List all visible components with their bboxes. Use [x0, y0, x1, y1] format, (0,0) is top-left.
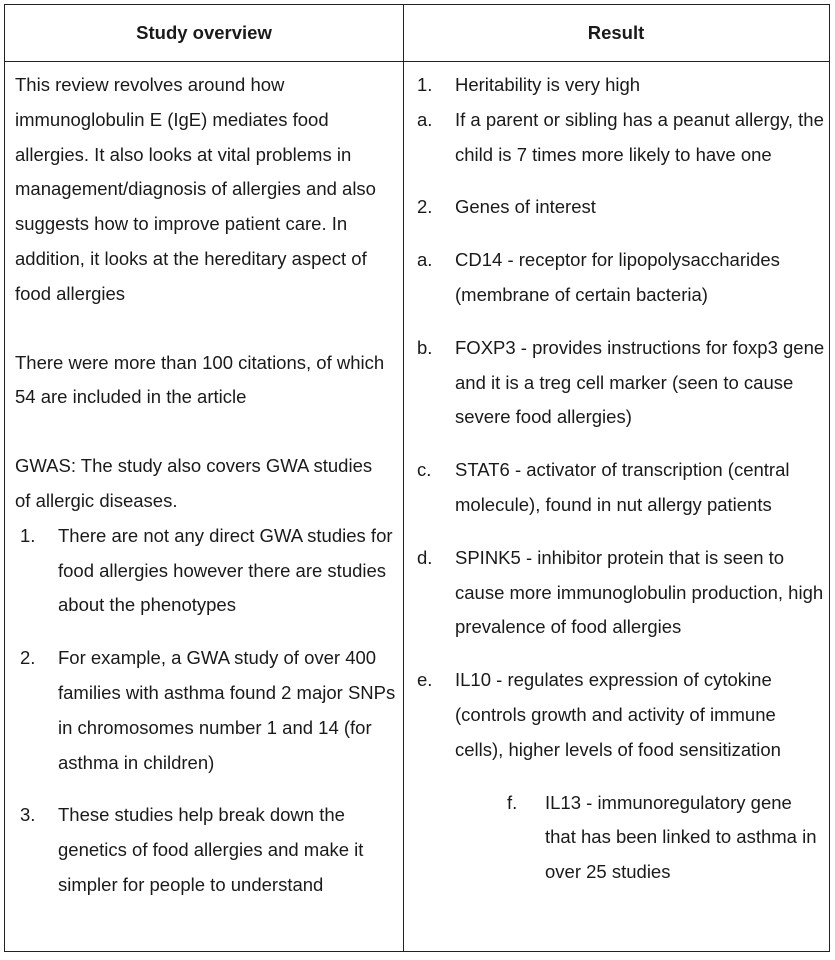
gwas-line: GWAS: The study also covers GWA studies	[15, 455, 373, 477]
study-table	[4, 4, 830, 952]
list-line: For example, a GWA study of over 400	[58, 647, 377, 669]
header-divider	[5, 61, 829, 62]
gene-item	[417, 331, 825, 435]
list-number: 1.	[417, 74, 433, 95]
result-text: Genes of interest	[455, 196, 596, 218]
list-line: genetics of food allergies and make it	[58, 839, 364, 861]
gene-item	[417, 453, 825, 523]
gwas-list-item	[15, 641, 403, 780]
citations-line: 54 are included in the article	[15, 386, 247, 408]
spacer	[417, 313, 825, 331]
list-letter: b.	[417, 336, 433, 358]
overview-line: suggests how to improve patient care. In	[15, 213, 348, 235]
result-text: If a parent or sibling has a peanut allergy, the child is 7 times more likely to have one	[455, 108, 824, 165]
list-line: These studies help break down the	[58, 804, 345, 826]
gene-text: IL13 - immunoregulatory gene that has been linked to asthma in over 25 studies	[545, 791, 817, 883]
overview-line: management/diagnosis of allergies and also	[15, 178, 376, 200]
result-item	[417, 68, 825, 103]
list-number: 1.	[20, 524, 36, 546]
overview-line: allergies. It also looks at vital problems in	[15, 143, 352, 165]
result-item	[417, 190, 825, 225]
list-letter: e.	[417, 669, 433, 691]
gwas-paragraph	[15, 449, 403, 519]
spacer	[417, 435, 825, 453]
list-line: families with asthma found 2 major SNPs	[58, 681, 396, 703]
spacer	[417, 523, 825, 541]
spacer	[417, 172, 825, 190]
overview-line: immunoglobulin E (IgE) mediates food	[15, 108, 329, 130]
list-line: about the phenotypes	[58, 594, 236, 616]
column-divider	[403, 5, 404, 951]
overview-line: addition, it looks at the hereditary aspect of	[15, 247, 367, 269]
gene-item	[417, 243, 825, 313]
spacer	[15, 780, 403, 798]
gwas-list-item	[15, 798, 403, 902]
gene-text: CD14 - receptor for lipopolysaccharides (membrane of certain bacteria)	[455, 249, 780, 305]
spacer	[15, 312, 403, 346]
gene-text: IL10 - regulates expression of cytokine (controls growth and activity of immune cells), higher levels of food sensitization	[455, 669, 781, 760]
list-line: in chromosomes number 1 and 14 (for	[58, 716, 372, 738]
overview-line: This review revolves around how	[15, 74, 285, 95]
gene-item	[417, 663, 825, 767]
list-line: asthma in children)	[58, 751, 215, 773]
header-result: Result	[587, 22, 645, 43]
list-number: 2.	[417, 196, 433, 218]
spacer	[417, 768, 825, 786]
study-overview-cell	[15, 68, 403, 903]
result-text: Heritability is very high	[455, 74, 641, 95]
gene-text: SPINK5 - inhibitor protein that is seen to cause more immunoglobulin production, high prevalence of food allergies	[455, 546, 824, 638]
overview-line: food allergies	[15, 282, 126, 304]
list-letter: f.	[507, 791, 518, 813]
list-line: simpler for people to understand	[58, 873, 324, 895]
list-letter: a.	[417, 108, 433, 130]
citations-line: There were more than 100 citations, of which	[15, 351, 385, 373]
list-number: 3.	[20, 804, 36, 826]
spacer	[15, 415, 403, 449]
list-letter: d.	[417, 546, 433, 568]
gene-item	[417, 786, 825, 890]
gwas-list-item	[15, 519, 403, 623]
result-item	[417, 103, 825, 173]
spacer	[417, 645, 825, 663]
overview-paragraph	[15, 68, 403, 312]
header-study-overview: Study overview	[136, 22, 272, 43]
list-letter: c.	[417, 459, 432, 481]
gene-text: FOXP3 - provides instructions for foxp3 gene and it is a treg cell marker (seen to cause severe food allergies)	[455, 336, 825, 428]
spacer	[15, 623, 403, 641]
list-line: food allergies however there are studies	[58, 559, 387, 581]
citations-paragraph	[15, 346, 403, 416]
gene-text: STAT6 - activator of transcription (central molecule), found in nut allergy patients	[455, 459, 790, 515]
spacer	[417, 225, 825, 243]
gwas-line: of allergic diseases.	[15, 489, 178, 511]
list-letter: a.	[417, 249, 433, 271]
gene-item	[417, 541, 825, 645]
result-cell	[417, 68, 825, 890]
list-line: There are not any direct GWA studies for	[58, 524, 393, 546]
list-number: 2.	[20, 647, 36, 669]
